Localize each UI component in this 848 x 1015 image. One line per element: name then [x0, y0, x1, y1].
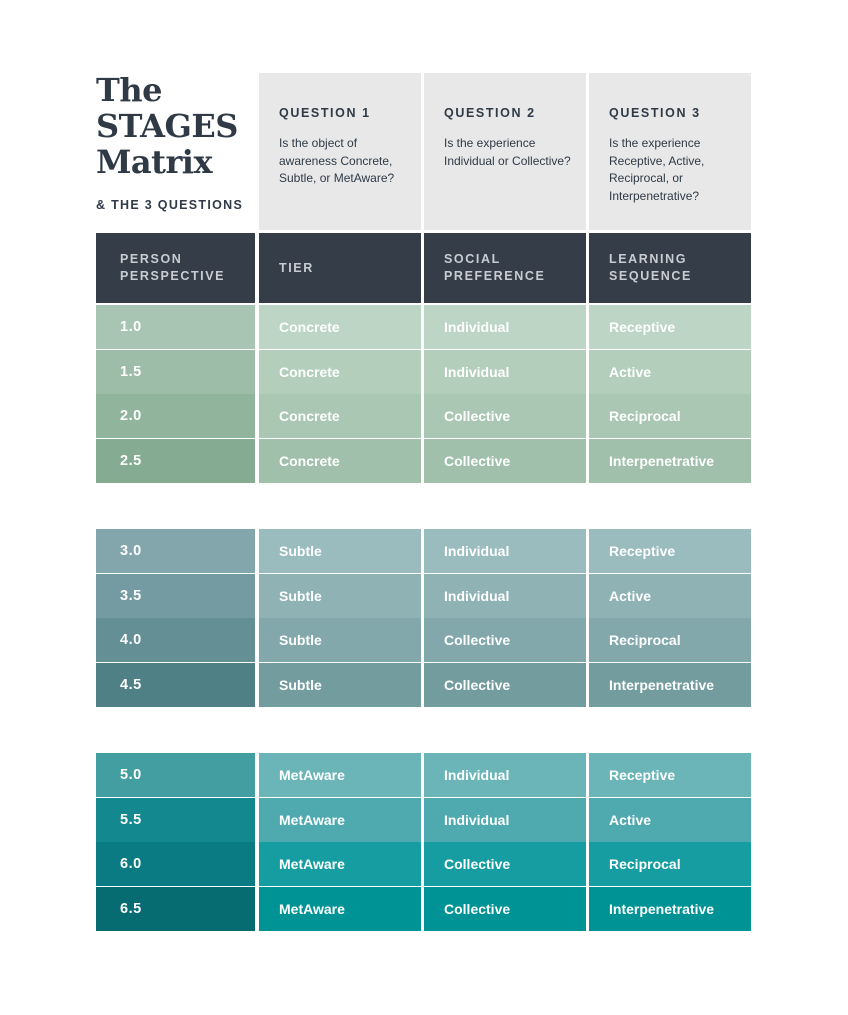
person-perspective-cell: 6.0 — [96, 842, 255, 886]
learning-sequence-cell: Active — [589, 574, 751, 618]
column-header-line: SOCIAL — [444, 252, 501, 266]
column-header-person-perspective — [96, 233, 255, 303]
social-preference-cell: Collective — [424, 439, 586, 483]
column-header-tier — [259, 233, 421, 303]
table-row — [0, 439, 848, 483]
social-preference-cell: Individual — [424, 350, 586, 394]
learning-sequence-cell: Interpenetrative — [589, 663, 751, 707]
person-perspective-cell: 3.0 — [96, 529, 255, 573]
social-preference-cell: Individual — [424, 574, 586, 618]
table-row — [0, 394, 848, 438]
column-header-line: LEARNING — [609, 252, 688, 266]
table-row — [0, 574, 848, 618]
learning-sequence-cell: Active — [589, 798, 751, 842]
column-header-line: TIER — [279, 260, 314, 275]
tier-cell: Concrete — [259, 305, 421, 349]
person-perspective-cell: 2.5 — [96, 439, 255, 483]
social-preference-cell: Individual — [424, 753, 586, 797]
social-preference-cell: Collective — [424, 394, 586, 438]
person-perspective-cell: 2.0 — [96, 394, 255, 438]
column-header-line: PREFERENCE — [444, 269, 546, 283]
column-header-line: PERSON — [120, 252, 183, 266]
social-preference-cell: Collective — [424, 842, 586, 886]
question-2-heading: QUESTION 2 — [444, 106, 536, 120]
title-block — [96, 72, 254, 212]
column-header-line: PERSPECTIVE — [120, 269, 226, 283]
table-row — [0, 887, 848, 931]
person-perspective-cell: 5.5 — [96, 798, 255, 842]
learning-sequence-cell: Reciprocal — [589, 618, 751, 662]
title-line-1: The — [96, 71, 162, 109]
learning-sequence-cell: Receptive — [589, 753, 751, 797]
tier-cell: Subtle — [259, 663, 421, 707]
question-1-text: Is the object of awareness Concrete, Subtle, or MetAware? — [279, 136, 395, 185]
tier-cell: Concrete — [259, 439, 421, 483]
question-1-box — [259, 73, 421, 230]
title-line-2: STAGES — [96, 107, 238, 145]
learning-sequence-cell: Reciprocal — [589, 394, 751, 438]
table-row — [0, 305, 848, 349]
person-perspective-cell: 3.5 — [96, 574, 255, 618]
social-preference-cell: Collective — [424, 663, 586, 707]
table-row — [0, 618, 848, 662]
page-subtitle: & THE 3 QUESTIONS — [96, 198, 244, 212]
tier-cell: MetAware — [259, 753, 421, 797]
learning-sequence-cell: Active — [589, 350, 751, 394]
learning-sequence-cell: Receptive — [589, 529, 751, 573]
question-1-heading: QUESTION 1 — [279, 106, 371, 120]
social-preference-cell: Individual — [424, 798, 586, 842]
social-preference-cell: Individual — [424, 305, 586, 349]
column-header-social-preference — [424, 233, 586, 303]
column-header-line: SEQUENCE — [609, 269, 692, 283]
table-row — [0, 663, 848, 707]
person-perspective-cell: 4.5 — [96, 663, 255, 707]
learning-sequence-cell: Reciprocal — [589, 842, 751, 886]
table-row — [0, 350, 848, 394]
person-perspective-cell: 4.0 — [96, 618, 255, 662]
tier-cell: Subtle — [259, 574, 421, 618]
social-preference-cell: Collective — [424, 618, 586, 662]
question-3-box — [589, 73, 751, 230]
person-perspective-cell: 6.5 — [96, 887, 255, 931]
table-row — [0, 529, 848, 573]
tier-cell: Concrete — [259, 394, 421, 438]
social-preference-cell: Individual — [424, 529, 586, 573]
tier-cell: MetAware — [259, 887, 421, 931]
learning-sequence-cell: Interpenetrative — [589, 887, 751, 931]
question-2-text: Is the experience Individual or Collective? — [444, 136, 571, 168]
learning-sequence-cell: Interpenetrative — [589, 439, 751, 483]
title-line-3: Matrix — [96, 143, 213, 181]
table-row — [0, 753, 848, 797]
question-3-text: Is the experience Receptive, Active, Reciprocal, or Interpenetrative? — [609, 136, 705, 203]
page-title — [96, 72, 254, 180]
tier-cell: MetAware — [259, 798, 421, 842]
tier-cell: Subtle — [259, 529, 421, 573]
tier-cell: MetAware — [259, 842, 421, 886]
question-3-heading: QUESTION 3 — [609, 106, 701, 120]
person-perspective-cell: 5.0 — [96, 753, 255, 797]
table-row — [0, 798, 848, 842]
tier-cell: Subtle — [259, 618, 421, 662]
tier-cell: Concrete — [259, 350, 421, 394]
social-preference-cell: Collective — [424, 887, 586, 931]
person-perspective-cell: 1.5 — [96, 350, 255, 394]
column-header-learning-sequence — [589, 233, 751, 303]
table-row — [0, 842, 848, 886]
person-perspective-cell: 1.0 — [96, 305, 255, 349]
learning-sequence-cell: Receptive — [589, 305, 751, 349]
question-2-box — [424, 73, 586, 230]
